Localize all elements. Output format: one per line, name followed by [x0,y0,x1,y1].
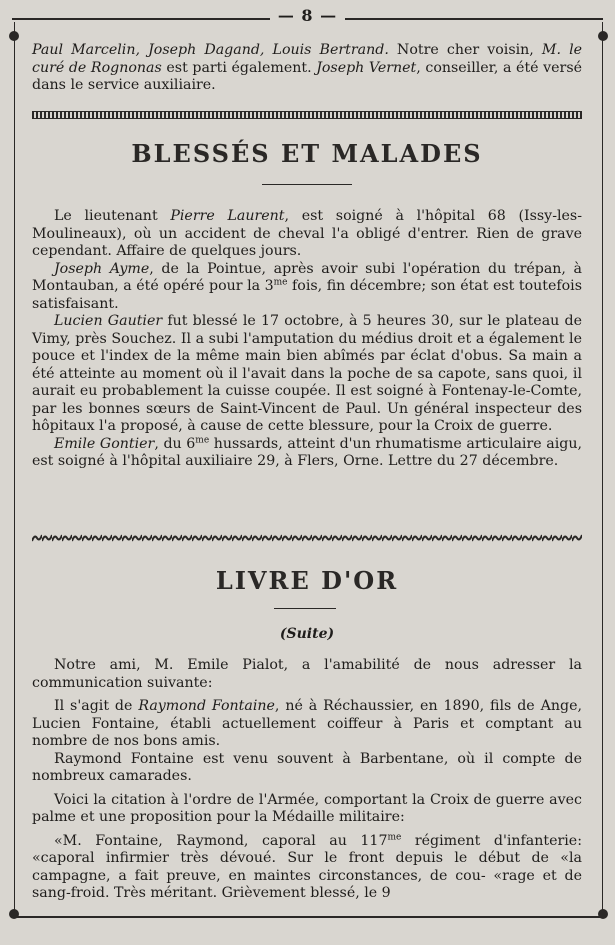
page-number: — 8 — [0,6,615,25]
corner-ornament-icon [9,31,19,41]
section-livre-body [32,657,582,903]
corner-ornament-icon [9,909,19,919]
section-title-livre-dor: LIVRE D'OR [215,566,399,595]
title-underline [262,184,352,185]
cure-name: M. le curé de Rognonas [32,42,582,76]
section-title-blesses: BLESSÉS ET MALADES [131,139,483,168]
paragraph: Lucien Gautier fut blessé le 17 octobre, à 5 heures 30, sur le plateau de Vimy, près Souchez. Il a subi l'amputation du médius droit et a également le pouce et l'index de la même main bien abîmés par éclat d'obus. Sa main a été atteinte au moment où il l'avait dans la poche de sa capote, sans quoi, il aurait eu probablement la cuisse coupée. Il est soigné à Fontenay-le-Comte, par les bonnes sœurs de Saint-Vincent de Paul. Un général inspecteur des hôpitaux l'a proposé, à cause de cette blessure, pour la Croix de guerre. [32,313,582,434]
paragraph: Voici la citation à l'ordre de l'Armée, comportant la Croix de guerre avec palme et une proposition pour la Médaille militaire: [32,791,582,825]
paragraph: Le lieutenant Pierre Laurent, est soigné à l'hôpital 68 (Issy-les-Moulineaux), où un accident de cheval l'a obligé d'entrer. Rien de grave cependant. Affaire de quelques jours. [32,208,582,259]
section-subtitle: (Suite) [279,626,335,642]
intro-paragraph: Paul Marcelin, Joseph Dagand, Louis Bertrand. Notre cher voisin, M. le curé de Rognonas est parti également. Joseph Vernet, conseiller, a été versé dans le service auxiliaire. [32,42,583,93]
frame-bottom-rule [12,916,603,918]
vernet-name: Joseph Vernet [316,59,417,76]
corner-ornament-icon [598,909,608,919]
title-underline [274,608,336,609]
section-blesses-body [32,208,582,471]
frame-left-rule [14,22,15,913]
paragraph: Joseph Ayme, de la Pointue, après avoir subi l'opération du trépan, à Montauban, a été opéré pour la $3^{me}$ fois, fin décembre; son état est toutefois satisfaisant. [32,260,583,312]
paragraph: Emile Gontier, du $6^{me}$ hussards, atteint d'un rhumatisme articulaire aigu, est soigné à l'hôpital auxiliaire 29, à Flers, Orne. Lettre du 27 décembre. [32,434,582,469]
paragraph: «M. Fontaine, Raymond, caporal au $117^{me}$ régiment d'infanterie: «caporal infirmier très dévoué. Sur le front depuis le début de «la campagne, a fait preuve, en maintes circonstances, de cou- «rage et de sang-froid. Très méritant. Grièvement blessé, le 9 [32,831,582,901]
paragraph: Il s'agit de Raymond Fontaine, né à Réchaussier, en 1890, fils de Ange, Lucien Fontaine, établi actuellement coiffeur à Paris et comptant au nombre de nos bons amis. [32,698,582,749]
names-list: Paul Marcelin, Joseph Dagand, Louis Bertrand. [32,42,389,58]
corner-ornament-icon [598,31,608,41]
wave-separator [32,532,582,544]
paragraph: Notre ami, M. Emile Pialot, a l'amabilité de nous adresser la communication suivante: [32,657,582,691]
paragraph: Raymond Fontaine est venu souvent à Barbentane, où il compte de nombreux camarades. [32,750,582,784]
dotted-separator [32,111,582,119]
frame-right-rule [602,22,603,913]
